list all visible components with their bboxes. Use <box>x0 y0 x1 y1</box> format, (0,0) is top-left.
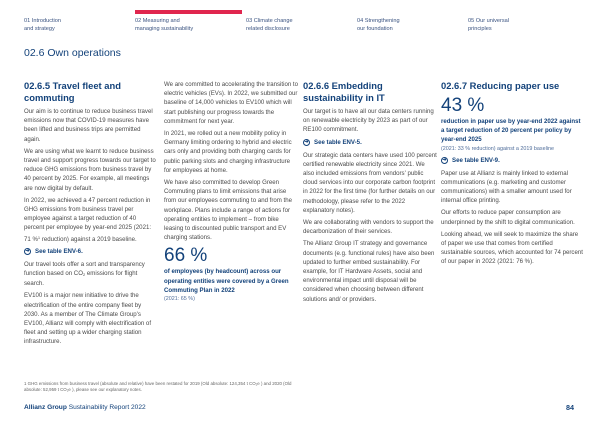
kpi-description: of employees (by headcount) across our operating entities were covered by a Green Commuting Plan in 2022 <box>164 268 289 294</box>
nav-item-foundation[interactable]: 04 Strengthening our foundation <box>357 18 400 32</box>
page-number: 84 <box>566 403 574 412</box>
paragraph: Our travel tools offer a sort and transparency function based on $CO_2$ emissions for flight search. <box>24 260 145 288</box>
see-table-link[interactable]: ➜ See table ENV-6. <box>25 247 83 255</box>
paragraph: We are using what we learnt to reduce business travel and support progress towards our target to reduce GHG emissions from business travel by 40 percent by 2025. For example, all meetings are now digital by default. <box>24 147 156 192</box>
nav-item-climate[interactable]: 03 Climate change related disclosure <box>246 18 293 32</box>
paragraph: The Allianz Group IT strategy and governance documents (e.g. functional rules) have also been updated to further embed sustainability. For example, for IT Hardware Assets, social and environmental impact until disposal will be considered when choosing between different solutions and/ or providers. <box>303 240 435 303</box>
paragraph: Our strategic data centers have used 100 percent certified renewable electricity since 2021. We also included emissions from vendors' public cloud services into our corporate carbon footprint in 2022 for the first time (for further details on our methodology, please refer to the 2022 explanatory notes). <box>303 151 437 214</box>
kpi-value: 43 % <box>441 95 485 116</box>
report-footer <box>24 404 146 411</box>
footer-report-title: Sustainability Report 2022 <box>66 404 146 411</box>
nav-item-introduction[interactable]: 01 Introduction and strategy <box>24 18 62 32</box>
nav-item-principles[interactable]: 05 Our universal principles <box>468 18 510 32</box>
column-travel-fleet <box>24 80 158 350</box>
page-title: 02.6 Own operations <box>24 47 121 59</box>
kpi-note: (2021: 65 %) <box>164 296 195 303</box>
arrow-right-circle-icon: ➜ <box>25 247 30 254</box>
see-table-link[interactable]: ➜ See table ENV-9. <box>442 156 500 164</box>
paragraph: Our aim is to continue to reduce business travel emissions now that COVID-19 measures have been lifted and business trips are permitted again. <box>24 108 153 143</box>
footer-brand: Allianz Group <box>24 404 67 411</box>
column-paper-use <box>441 80 583 270</box>
paragraph: In 2022, we achieved a 47 percent reduction in GHG emissions from business travel per employee against a target reduction of 40 percent per employee by year-end 2025 (2021: 71 %$^1$ reduction) against a 2019 baseline. <box>24 196 152 243</box>
see-table-link[interactable]: ➜ See table ENV-5. <box>304 138 362 146</box>
paragraph: Our target is to have all our data centers running on renewable electricity by 2023 as part of our RE100 commitment. <box>303 108 434 134</box>
active-indicator <box>135 10 242 14</box>
chapter-navigation <box>0 0 600 40</box>
section-heading: 02.6.5 Travel fleet and commuting <box>24 80 121 103</box>
column-it-sustainability <box>303 80 437 307</box>
footnote: 1 GHG emissions from business travel (absolute and relative) have been restated for 2019 (Old absolute: 124,354 t CO₂e ) and 2020 (Old absolute: 52,959 t CO₂e ), please see our explanatory notes. <box>24 381 292 393</box>
footnote-ref[interactable]: 1 <box>37 234 41 240</box>
arrow-right-circle-icon: ➜ <box>304 138 309 145</box>
paragraph: Our efforts to reduce paper consumption are underpinned by the shift to digital communication. <box>441 209 575 226</box>
paragraph: EV100 is a major new initiative to drive the electrification of the entire company fleet by 2030. As a member of The Climate Group's EV100, Allianz will comply with electrification of fleet and setting up a wider charging station infrastructure. <box>24 292 152 346</box>
kpi-note: (2021: 33 % reduction) against a 2019 baseline <box>441 145 554 152</box>
paragraph: Looking ahead, we will seek to maximize the share of paper we use that comes from certified sustainable sources, which accounted for 74 percent of our paper in 2022 (2021: 76 %). <box>441 230 583 266</box>
nav-item-measuring[interactable]: 02 Measuring and managing sustainability <box>135 17 245 33</box>
kpi-value: 66 % <box>164 245 208 267</box>
column-ev-commuting <box>164 80 298 306</box>
paragraph: We are committed to accelerating the transition to electric vehicles (EVs). In 2022, we submitted our baseline of 14,000 vehicles to EV100 which will start publishing our progress towards the commitment for next year. <box>164 81 299 125</box>
section-heading: 02.6.7 Reducing paper use <box>441 80 560 91</box>
arrow-right-circle-icon: ➜ <box>442 156 447 163</box>
paragraph: In 2021, we rolled out a new mobility policy in Germany limiting ordering to hybrid and electric cars only and providing both charging cards for public parking slots and charging infrastructure for employees at home. <box>164 130 292 174</box>
section-heading: 02.6.6 Embedding sustainability in IT <box>303 80 385 103</box>
kpi-description: reduction in paper use by year-end 2022 against a target reduction of 20 percent per policy by year-end 2025 <box>441 118 581 144</box>
paragraph: We have also committed to develop Green Commuting plans to limit emissions that arise from our employees commuting to and from the workplace. Plans include a range of actions for operating entities to implement – from bike leasing to discounted public transport and EV charging stations. <box>164 179 293 242</box>
paragraph: We are collaborating with vendors to support the decarbonization of their services. <box>303 219 434 236</box>
paragraph: Paper use at Allianz is mainly linked to external communications (e.g. marketing and customer communications) with a smaller amount used for internal office printing. <box>441 169 572 205</box>
